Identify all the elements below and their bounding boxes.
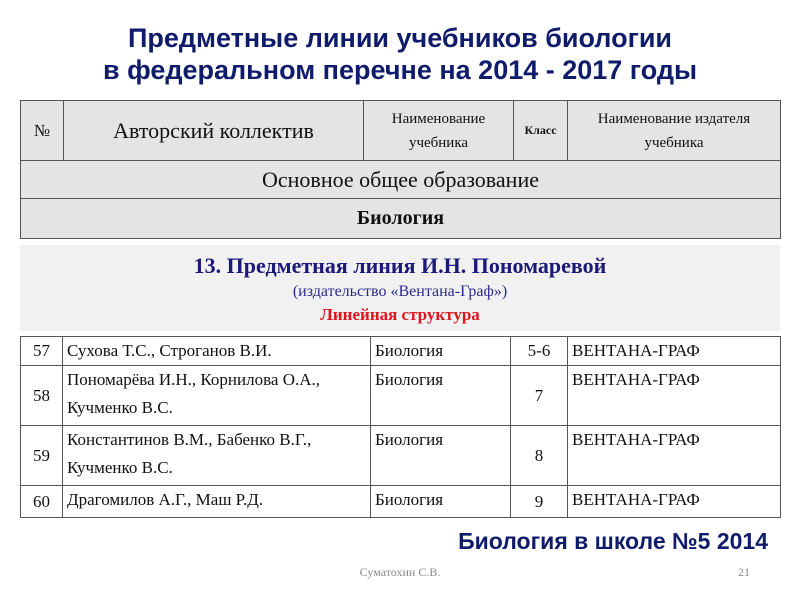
- row-authors: Драгомилов А.Г., Маш Р.Д.: [63, 486, 371, 518]
- row-grade: 8: [511, 426, 568, 486]
- footer-author: Суматохин С.В.: [359, 565, 441, 579]
- row-textbook: Биология: [371, 426, 511, 486]
- row-publisher: ВЕНТАНА-ГРАФ: [568, 486, 781, 518]
- row-grade: 5-6: [511, 337, 568, 366]
- subject-line-panel: [20, 245, 780, 331]
- col-grade: Класс: [514, 101, 568, 161]
- slide-title: [0, 22, 800, 86]
- table-row: [21, 337, 781, 366]
- row-num: 58: [21, 366, 63, 426]
- row-publisher: ВЕНТАНА-ГРАФ: [568, 426, 781, 486]
- row-num: 60: [21, 486, 63, 518]
- textbook-table: [20, 336, 781, 518]
- row-authors: Константинов В.М., Бабенко В.Г., Кучменко В.С.: [63, 426, 371, 486]
- title-line-2: в федеральном перечне на 2014 - 2017 годы: [102, 55, 698, 85]
- page-number: 21: [738, 565, 750, 579]
- line-structure: Линейная структура: [320, 305, 480, 324]
- col-num: №: [21, 101, 64, 161]
- col-publisher: Наименование издателя учебника: [568, 101, 781, 161]
- row-grade: 7: [511, 366, 568, 426]
- school-caption: Биология в школе №5 2014: [458, 528, 768, 554]
- subject-row: Биология: [21, 199, 781, 239]
- line-title: 13. Предметная линия И.Н. Пономаревой: [193, 253, 607, 278]
- col-authors: Авторский коллектив: [64, 101, 364, 161]
- col-textbook: Наименование учебника: [364, 101, 514, 161]
- row-authors: Пономарёва И.Н., Корнилова О.А., Кучменко В.С.: [63, 366, 371, 426]
- table-row: [21, 486, 781, 518]
- row-textbook: Биология: [371, 366, 511, 426]
- row-num: 59: [21, 426, 63, 486]
- row-publisher: ВЕНТАНА-ГРАФ: [568, 337, 781, 366]
- table-row: [21, 426, 781, 486]
- title-line-1: Предметные линии учебников биологии: [127, 23, 673, 53]
- line-publisher: (издательство «Вентана-Граф»): [292, 283, 508, 300]
- level-row: Основное общее образование: [21, 161, 781, 199]
- header-table: [20, 100, 781, 239]
- row-publisher: ВЕНТАНА-ГРАФ: [568, 366, 781, 426]
- row-textbook: Биология: [371, 337, 511, 366]
- table-row: [21, 366, 781, 426]
- row-grade: 9: [511, 486, 568, 518]
- row-num: 57: [21, 337, 63, 366]
- row-textbook: Биология: [371, 486, 511, 518]
- row-authors: Сухова Т.С., Строганов В.И.: [63, 337, 371, 366]
